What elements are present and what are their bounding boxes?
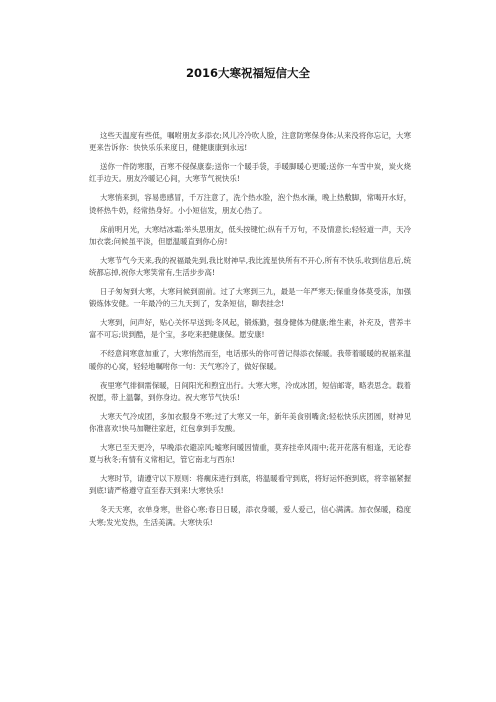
paragraph: 大寒已至天更冷，早晚添衣避凉风;嘘寒问暖因情重，莫弃挂牵风雨中;花开花落有相逢，无论春夏与秋冬;有情有义常相记，管它南北与西东! <box>89 443 411 465</box>
paragraph: 大寒时节，请遵守以下原则：将瘸床进行到底，将温暖看守到底，将好运怀抱到底，将幸福紧握到底!请严格遵守直至春天到来!大寒快乐! <box>89 474 411 496</box>
paragraph: 日子匆匆到大寒，大寒问候到面前。过了大寒到三九，最是一年严寒天;保重身体莫受冻，加强锻炼体安健。一年最冷的三九天到了，发条短信，聊表挂念! <box>89 287 411 309</box>
paragraph: 夜里寒气徘徊需保暖，日间阳光和煦宜出行。大寒大寒，冷成冰团，短信邮寄，略表思念。载着祝愿，带上温馨，到你身边。祝大寒节气快乐! <box>89 380 411 402</box>
paragraph: 送你一件防寒服，百寒不侵保康泰;送你一个暖手袋，手暖脚暖心更暖;送你一车雪中炭，炭火烧红手边天。朋友冷暖记心间，大寒节气祝快乐! <box>89 162 411 184</box>
document-body <box>89 130 411 536</box>
paragraph: 冬天天寒，衣单身寒，世俗心寒;春日日暖，添衣身暖，爱人爱己，信心满满。加衣保暖，稳度大寒;发光发热，生活美满。大寒快乐! <box>89 505 411 527</box>
paragraph: 大寒天气冷成团，多加衣服身不寒;过了大寒又一年，新年美食别嘴贪;轻松快乐庆团圆，财神见你准喜欢!快马加鞭往家赶，红包拿到手发酸。 <box>89 411 411 434</box>
paragraph: 床前明月光，大寒结冰霜;举头思朋友，低头按键忙;纵有千万句，不及情意长;轻轻道一声，天冷加衣裳;问候虽平淡，但愿温暖直到你心房! <box>89 224 411 246</box>
paragraph: 这些天温度有些低，嘱咐朋友多添衣;风儿冷冷吹人脸，注意防寒保身体;从来没将你忘记，大寒更来告诉你：快快乐乐来度日，健健康康到永远! <box>89 131 411 153</box>
paragraph: 不经意间寒意加重了，大寒悄然而至，电话那头的你可曾记得添衣保暖。我带着暖暖的祝福来温暖你的心窝，轻轻地嘱咐你一句：天气寒冷了，做好保暖。 <box>89 349 411 371</box>
paragraph: 大寒节气今天来,我的祝福最先到,我比财神早,我比流星快所有不开心,所有不快乐,收到信息后,统统都忘掉,祝你大寒笑常有,生活步步高! <box>89 255 411 278</box>
paragraph: 大寒到，问声好，贴心关怀早送到;冬风起，锻炼勤，强身健体为健康;维生素，补充及，营养丰富不可忘;说到酷，是个宝，多吃来把健康保。愿安康! <box>89 318 411 340</box>
document-title: 2016大寒祝福短信大全 <box>185 66 310 80</box>
paragraph: 大寒悄来到，容易患感冒，千万注意了，洗个热水脸，泡个热水澡，晚上热敷脚，常喝开水好，烫杯热牛奶，经常热身好。小小短信发，朋友心热了。 <box>89 193 411 215</box>
